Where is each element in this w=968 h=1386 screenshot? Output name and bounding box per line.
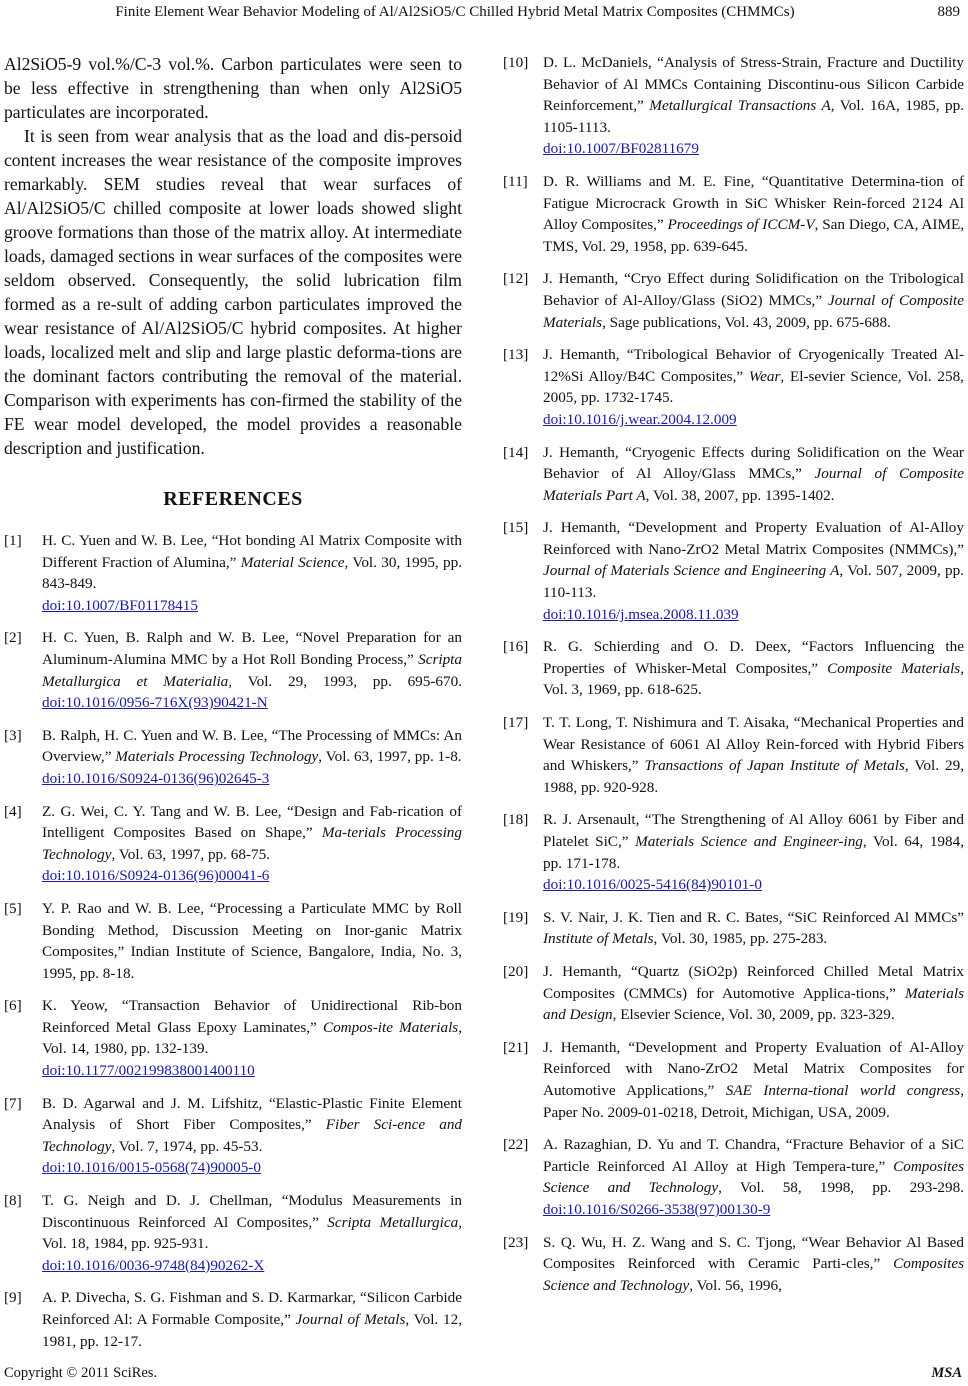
- reference-details: , Vol. 29, 1993, pp. 695-670.: [228, 672, 463, 690]
- paragraph-1: Al2SiO5-9 vol.%/C-3 vol.%. Carbon particulates were seen to be less effective in strengthening than when only Al2SiO5 particulates are incorporated.: [4, 54, 462, 122]
- reference-item: [4, 995, 462, 1081]
- reference-citation: J. Hemanth, “Cryogenic Effects during Solidification on the Wear Behavior of Al Alloy/Glass MMCs,”: [543, 443, 964, 483]
- reference-text: [42, 995, 462, 1081]
- reference-text: [543, 344, 964, 430]
- reference-venue: Proceedings of ICCM-V: [667, 216, 815, 234]
- reference-venue: Materials Science and Engineer-ing: [635, 833, 863, 850]
- reference-venue: Journal of Metals: [295, 1311, 406, 1328]
- reference-citation: Y. P. Rao and W. B. Lee, “Processing a Particulate MMC by Roll Bonding Method, Discussion Meeting on Inor-ganic Matrix Composites,” Indian Institute of Science, Bangalore, India, No. 3, 1995, pp. 8-18.: [42, 899, 462, 982]
- reference-details: , Paper No. 2009-01-0218, Detroit, Michigan, USA, 2009.: [543, 1081, 965, 1121]
- reference-details: , Vol. 30, 1985, pp. 275-283.: [653, 930, 828, 948]
- reference-item: [4, 530, 462, 616]
- reference-item: [503, 1134, 964, 1220]
- reference-text: [543, 809, 964, 895]
- reference-citation: T. G. Neigh and D. J. Chellman, “Modulus Measurements in Discontinuous Reinforced Al Composites,”: [42, 1192, 462, 1231]
- reference-citation: H. C. Yuen, B. Ralph and W. B. Lee, “Novel Preparation for an Aluminum-Alumina MMC by a Hot Roll Bonding Process,”: [42, 629, 462, 668]
- reference-number: [2]: [4, 629, 22, 647]
- reference-venue: Wear: [748, 367, 781, 385]
- reference-text: [543, 442, 964, 507]
- reference-item: [4, 1287, 462, 1352]
- reference-number: [21]: [503, 1038, 529, 1056]
- reference-venue: Composite Materials: [827, 659, 961, 677]
- reference-item: [4, 627, 462, 713]
- reference-details: , Vol. 29, 1988, pp. 920-928.: [543, 757, 964, 796]
- reference-details: , Vol. 3, 1969, pp. 618-625.: [543, 659, 964, 699]
- reference-details: , Vol. 507, 2009, pp. 110-113.: [543, 562, 964, 602]
- reference-text: [42, 725, 462, 790]
- reference-text: [543, 517, 964, 625]
- reference-number: [6]: [4, 997, 22, 1015]
- reference-venue: Compos-ite Materials: [322, 1018, 459, 1036]
- reference-citation: Z. G. Wei, C. Y. Tang and W. B. Lee, “Design and Fab-rication of Intelligent Composites Based on Shape,”: [42, 802, 462, 842]
- reference-item: [503, 442, 964, 507]
- reference-item: [4, 1190, 462, 1276]
- reference-venue: SAE Interna-tional world congress: [725, 1081, 961, 1099]
- doi-link[interactable]: doi:10.1016/0956-716X(93)90421-N: [42, 694, 268, 712]
- reference-list-left: [4, 530, 462, 1352]
- reference-text: [42, 801, 462, 887]
- reference-number: [13]: [503, 346, 529, 364]
- reference-citation: B. Ralph, H. C. Yuen and W. B. Lee, “The Processing of MMCs: An Overview,”: [42, 726, 462, 766]
- page-number: 889: [937, 4, 960, 20]
- reference-text: [543, 961, 964, 1026]
- reference-text: [543, 636, 964, 701]
- reference-number: [9]: [4, 1289, 22, 1307]
- reference-item: [503, 636, 964, 701]
- reference-details: , Vol. 63, 1997, pp. 1-8.: [318, 748, 462, 766]
- right-column: [503, 52, 964, 1307]
- reference-text: [543, 52, 964, 160]
- reference-item: [503, 344, 964, 430]
- reference-number: [12]: [503, 270, 529, 288]
- journal-abbreviation: MSA: [931, 1365, 962, 1381]
- reference-venue: Transactions of Japan Institute of Metals: [644, 757, 905, 775]
- copyright-notice: Copyright © 2011 SciRes.: [4, 1365, 158, 1381]
- reference-number: [14]: [503, 443, 529, 461]
- reference-item: [503, 517, 964, 625]
- running-title: Finite Element Wear Behavior Modeling of Al/Al2SiO5/C Chilled Hybrid Metal Matrix Composites (CHMMCs): [115, 4, 795, 20]
- reference-item: [503, 907, 964, 950]
- reference-citation: J. Hemanth, “Cryo Effect during Solidification on the Tribological Behavior of Al-Alloy/Glass (SiO2) MMCs,”: [543, 270, 964, 309]
- reference-citation: R. G. Schierding and O. D. Deex, “Factors Influencing the Properties of Whisker-Metal Composites,”: [543, 638, 964, 677]
- reference-number: [18]: [503, 811, 529, 829]
- reference-citation: S. V. Nair, J. K. Tien and R. C. Bates, “SiC Reinforced Al MMCs”: [543, 908, 964, 926]
- reference-text: [543, 1134, 964, 1220]
- reference-number: [15]: [503, 519, 529, 537]
- reference-details: , Vol. 38, 2007, pp. 1395-1402.: [645, 486, 835, 504]
- reference-citation: D. R. Williams and M. E. Fine, “Quantitative Determina-tion of Fatigue Microcrack Growth in SiC Whisker Rein-forced 2124 Al Alloy Composites,”: [543, 172, 964, 234]
- doi-link[interactable]: doi:10.1007/BF02811679: [543, 140, 699, 158]
- reference-citation: J. Hemanth, “Development and Property Evaluation of Al-Alloy Reinforced with Nano-ZrO2 Metal Matrix Composites for Automotive Applications,”: [543, 1038, 964, 1099]
- reference-item: [503, 268, 964, 333]
- reference-citation: A. P. Divecha, S. G. Fishman and S. D. Karmarkar, “Silicon Carbide Reinforced Al: A Formable Composite,”: [42, 1289, 462, 1328]
- doi-link[interactable]: doi:10.1016/0025-5416(84)90101-0: [543, 876, 762, 894]
- reference-text: [42, 627, 462, 713]
- reference-venue: Journal of Composite Materials Part A: [543, 465, 964, 504]
- reference-text: [543, 1232, 964, 1297]
- reference-venue: Materials Processing Technology: [115, 748, 319, 766]
- reference-venue: Material Science: [240, 553, 345, 571]
- reference-details: , Vol. 56, 1996,: [689, 1276, 782, 1294]
- reference-number: [22]: [503, 1136, 529, 1154]
- reference-citation: T. T. Long, T. Nishimura and T. Aisaka, “Mechanical Properties and Wear Resistance of 6061 Al Alloy Rein-forced with Hybrid Fibers and Whiskers,”: [543, 714, 964, 775]
- reference-text: [543, 907, 964, 950]
- reference-citation: J. Hemanth, “Quartz (SiO2p) Reinforced Chilled Metal Matrix Composites (CMMCs) for Automotive Applica-tions,”: [543, 962, 964, 1002]
- reference-venue: Institute of Metals: [543, 930, 654, 948]
- reference-citation: D. L. McDaniels, “Analysis of Stress-Strain, Fracture and Ductility Behavior of Al MMCs Containing Discontinu-ous Silicon Carbide Reinforcement,”: [543, 54, 964, 115]
- reference-citation: S. Q. Wu, H. Z. Wang and S. C. Tjong, “Wear Behavior Al Based Composites Reinforced with Ceramic Parti-cles,”: [543, 1233, 964, 1273]
- reference-number: [5]: [4, 899, 22, 917]
- reference-number: [17]: [503, 714, 529, 732]
- reference-details: , Vol. 12, 1981, pp. 12-17.: [42, 1311, 462, 1350]
- reference-venue: Materials and Design: [543, 984, 964, 1024]
- reference-number: [7]: [4, 1094, 22, 1112]
- reference-number: [8]: [4, 1192, 22, 1210]
- reference-venue: Ma-terials Processing Technology: [42, 824, 462, 863]
- reference-details: , Vol. 58, 1998, pp. 293-298.: [718, 1179, 964, 1197]
- reference-text: [42, 530, 462, 616]
- doi-link[interactable]: doi:10.1016/S0924-0136(96)00041-6: [42, 867, 270, 885]
- references-heading: REFERENCES: [163, 488, 303, 510]
- reference-item: [503, 52, 964, 160]
- reference-item: [4, 1093, 462, 1179]
- reference-item: [4, 898, 462, 984]
- doi-link[interactable]: doi:10.1016/j.msea.2008.11.039: [543, 605, 739, 623]
- reference-details: , San Diego, CA, AIME, TMS, Vol. 29, 1958, pp. 639-645.: [543, 216, 965, 255]
- reference-text: [543, 171, 964, 257]
- reference-citation: B. D. Agarwal and J. M. Lifshitz, “Elastic-Plastic Finite Element Analysis of Short Fiber Composites,”: [42, 1094, 462, 1134]
- reference-citation: K. Yeow, “Transaction Behavior of Unidirectional Rib-bon Reinforced Metal Glass Epoxy Laminates,”: [42, 997, 462, 1036]
- reference-venue: Metallurgical Transactions A: [649, 97, 831, 115]
- doi-link[interactable]: doi:10.1016/S0266-3538(97)00130-9: [543, 1200, 771, 1218]
- reference-text: [42, 1093, 462, 1179]
- reference-number: [19]: [503, 908, 529, 926]
- reference-details: , Vol. 16A, 1985, pp. 1105-1113.: [543, 97, 965, 136]
- reference-details: , Elsevier Science, Vol. 30, 2009, pp. 323-329.: [612, 1006, 895, 1024]
- reference-venue: Scripta Metallurgica et Materialia: [42, 650, 462, 690]
- reference-text: [42, 1287, 462, 1352]
- reference-item: [4, 801, 462, 887]
- reference-list-right: [503, 52, 964, 1296]
- reference-citation: J. Hemanth, “Development and Property Evaluation of Al-Alloy Reinforced with Nano-ZrO2 Metal Matrix Composites (NMMCs),”: [543, 519, 964, 558]
- reference-item: [503, 171, 964, 257]
- reference-details: , Vol. 18, 1984, pp. 925-931.: [42, 1213, 462, 1253]
- doi-link[interactable]: doi:10.1177/002199838001400110: [42, 1062, 255, 1080]
- reference-details: , Sage publications, Vol. 43, 2009, pp. 675-688.: [602, 313, 891, 331]
- reference-venue: Composites Science and Technology: [543, 1157, 964, 1197]
- reference-number: [11]: [503, 172, 528, 190]
- doi-link[interactable]: doi:10.1016/S0924-0136(96)02645-3: [42, 769, 270, 787]
- reference-details: , Vol. 63, 1997, pp. 68-75.: [111, 845, 270, 863]
- reference-number: [10]: [503, 54, 529, 71]
- reference-details: , Vol. 7, 1974, pp. 45-53.: [111, 1137, 263, 1155]
- reference-venue: Scripta Metallurgica: [327, 1213, 459, 1231]
- reference-item: [4, 725, 462, 790]
- reference-venue: Journal of Composite Materials: [543, 291, 964, 331]
- reference-details: , Vol. 30, 1995, pp. 843-849.: [42, 553, 462, 593]
- reference-citation: H. C. Yuen and W. B. Lee, “Hot bonding Al Matrix Composite with Different Fraction of Alumina,”: [42, 532, 462, 571]
- doi-link[interactable]: doi:10.1016/0036-9748(84)90262-X: [42, 1256, 265, 1274]
- reference-citation: A. Razaghian, D. Yu and T. Chandra, “Fracture Behavior of a SiC Particle Reinforced Al Alloy at High Tempera-ture,”: [543, 1136, 964, 1175]
- reference-text: [543, 712, 964, 798]
- reference-citation: J. Hemanth, “Tribological Behavior of Cryogenically Treated Al-12%Si Alloy/B4C Composites,”: [543, 346, 964, 385]
- doi-link[interactable]: doi:10.1007/BF01178415: [42, 596, 198, 614]
- reference-details: , El-sevier Science, Vol. 258, 2005, pp. 1732-1745.: [543, 367, 964, 407]
- reference-details: , Vol. 64, 1984, pp. 171-178.: [543, 833, 964, 872]
- reference-number: [4]: [4, 802, 22, 820]
- doi-link[interactable]: doi:10.1016/0015-0568(74)90005-0: [42, 1159, 261, 1177]
- doi-link[interactable]: doi:10.1016/j.wear.2004.12.009: [543, 410, 737, 428]
- page-header: [0, 2, 968, 22]
- reference-item: [503, 961, 964, 1026]
- reference-number: [16]: [503, 638, 529, 656]
- reference-number: [20]: [503, 962, 529, 980]
- reference-item: [503, 1232, 964, 1297]
- reference-text: [543, 268, 964, 333]
- reference-venue: Journal of Materials Science and Engineering A: [543, 562, 840, 580]
- reference-venue: Composites Science and Technology: [543, 1255, 964, 1294]
- page-footer: [0, 1362, 968, 1384]
- reference-text: [42, 1190, 462, 1276]
- reference-text: [42, 898, 462, 984]
- reference-number: [23]: [503, 1233, 529, 1251]
- reference-citation: R. J. Arsenault, “The Strengthening of Al Alloy 6061 by Fiber and Platelet SiC,”: [543, 811, 964, 850]
- reference-details: , Vol. 14, 1980, pp. 132-139.: [42, 1018, 462, 1058]
- reference-item: [503, 1037, 964, 1123]
- reference-venue: Fiber Sci-ence and Technology: [42, 1116, 463, 1155]
- reference-text: [543, 1037, 964, 1123]
- reference-number: [3]: [4, 726, 22, 744]
- reference-item: [503, 809, 964, 895]
- reference-number: [1]: [4, 532, 22, 549]
- paragraph-2: It is seen from wear analysis that as the load and dis-persoid content increases the wear resistance of the composite improves remarkably. SEM studies reveal that wear surfaces of Al/Al2SiO5/C chilled composite at lower loads showed slight groove formations than those of the matrix alloy. At intermediate loads, damaged sections in wear surfaces of the composites were seldom observed. Consequently, the solid lubrication film formed as a re-sult of adding carbon particulates improved the wear resistance of Al/Al2SiO5/C hybrid composites. At higher loads, localized melt and slip and large plastic deforma-tions are the dominant factors contributing the removal of the material. Comparison with experiments has con-firmed the stability of the FE wear model developed, the model provides a reasonable description and justification.: [4, 126, 462, 458]
- left-column: [4, 52, 462, 1363]
- reference-item: [503, 712, 964, 798]
